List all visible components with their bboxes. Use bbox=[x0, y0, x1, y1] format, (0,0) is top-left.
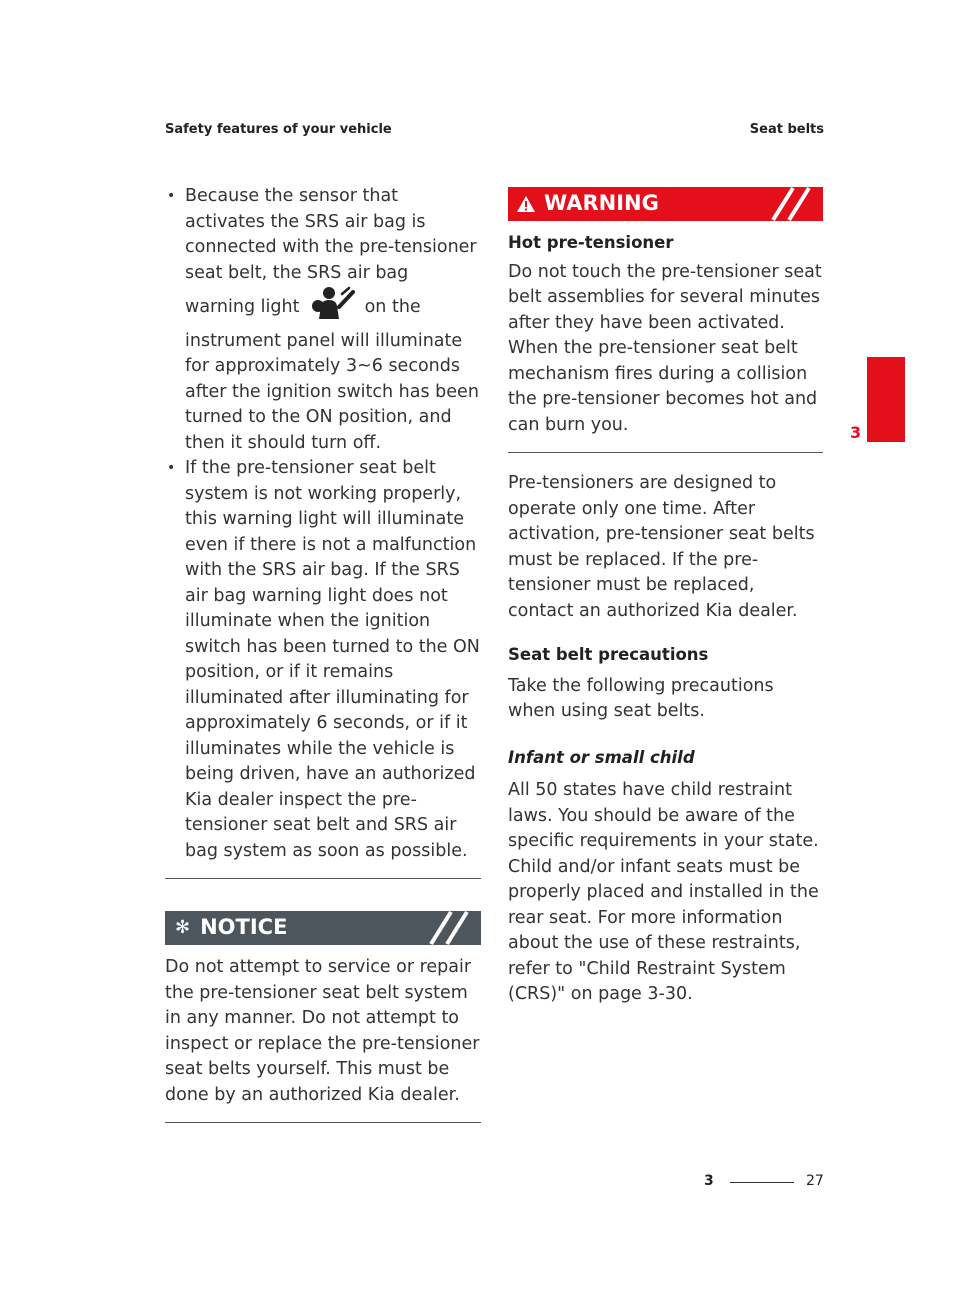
airbag-warning-icon bbox=[309, 286, 355, 329]
chapter-tab-number: 3 bbox=[850, 423, 862, 442]
warning-body: Do not touch the pre-tensioner seat belt assemblies for several minutes after they have been activated. When the pre-tensioner seat belt mechanism fires during a collision the pre-tensioner becomes hot and can burn you. bbox=[508, 261, 822, 435]
slashes-icon bbox=[767, 187, 823, 221]
warning-title: WARNING bbox=[544, 191, 659, 216]
slashes-icon bbox=[425, 911, 481, 945]
bullet-text-part2: on the instrument panel will illuminate for approximately 3~6 seconds after the ignition switch has been turned to the ON position, and then it should turn off. bbox=[185, 297, 479, 453]
divider bbox=[165, 878, 481, 879]
footer-divider bbox=[730, 1182, 794, 1183]
warning-subtitle: Hot pre-tensioner bbox=[508, 233, 674, 252]
infant-text: All 50 states have child restraint laws. You should be aware of the specific requirements in your state. Child and/or infant seats must be properly placed and installed in the rear seat. For more information about the use of these restraints, refer to "Child Restraint System (CRS)" on page 3-30. bbox=[508, 780, 819, 1004]
notice-body: Do not attempt to service or repair the pre-tensioner seat belt system in any manner. Do not attempt to inspect or replace the pre-tensioner seat belts yourself. This must be done by an authorized Kia dealer. bbox=[165, 957, 480, 1105]
section-heading-infant: Infant or small child bbox=[508, 747, 695, 767]
divider bbox=[165, 1122, 481, 1123]
footer-page-number: 27 bbox=[806, 1173, 824, 1189]
pretensioner-paragraph: Pre-tensioners are designed to operate only one time. After activation, pre-tensioner seat belts must be replaced. If the pre-tensioner must be replaced, contact an authorized Kia dealer. bbox=[508, 473, 815, 621]
bullet-list bbox=[165, 184, 481, 864]
left-column bbox=[165, 184, 481, 1123]
divider bbox=[508, 452, 823, 453]
list-item bbox=[165, 184, 481, 456]
precautions-text: Take the following precautions when using seat belts. bbox=[508, 675, 774, 721]
notice-star-icon: ✻ bbox=[175, 917, 191, 939]
list-item bbox=[165, 456, 481, 864]
bullet-text: If the pre-tensioner seat belt system is not working properly, this warning light will illuminate even if there is not a malfunction with the SRS air bag. If the SRS air bag warning light does not illuminate when the ignition switch has been turned to the ON position, or if it remains illuminated after illuminating for approximately 6 seconds, or if it illuminates while the vehicle is being driven, have an authorized Kia dealer inspect the pre-tensioner seat belt and SRS air bag system as soon as possible. bbox=[185, 458, 480, 861]
footer-chapter: 3 bbox=[704, 1173, 714, 1189]
running-header-topic: Seat belts bbox=[749, 122, 824, 137]
section-heading-precautions: Seat belt precautions bbox=[508, 645, 709, 664]
warning-banner bbox=[508, 187, 823, 221]
running-header-section: Safety features of your vehicle bbox=[165, 122, 392, 137]
bullet-text-part1: Because the sensor that activates the SRS air bag is connected with the pre-tensioner seat belt, the SRS air bag warning light bbox=[185, 186, 477, 317]
notice-title: NOTICE bbox=[200, 915, 288, 940]
notice-banner bbox=[165, 911, 481, 945]
warning-triangle-icon bbox=[516, 195, 536, 213]
right-column bbox=[508, 187, 823, 1008]
chapter-tab bbox=[867, 357, 905, 442]
